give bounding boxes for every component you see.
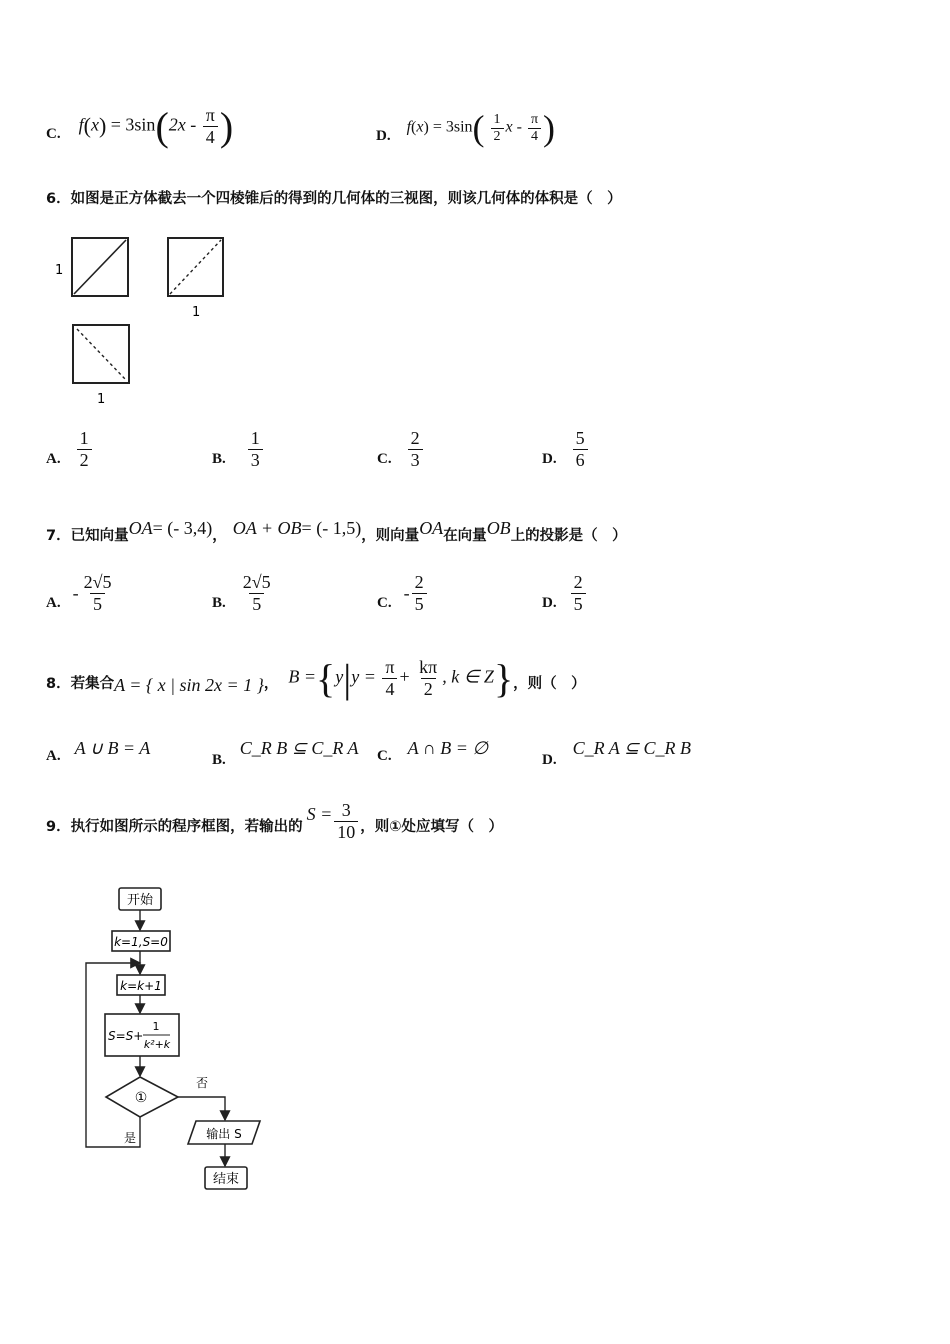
option-label: A. <box>46 595 61 611</box>
top-view <box>73 325 129 383</box>
dim-label: 1 <box>192 305 201 320</box>
option-label: B. <box>212 595 226 611</box>
option-label: A. <box>46 748 61 764</box>
q7-text: 7．已知向量 OA = (- 3,4) ， OA + OB = (- 1,5) ，则向量 OA 在向量 OB 上的投影是（ ） <box>46 518 627 544</box>
q8-option-c: C. A ∩ B = ∅ <box>377 738 489 764</box>
q5-option-c <box>46 103 233 149</box>
flow-end-label: 结束 <box>212 1172 240 1187</box>
flow-no-label: 否 <box>196 1076 209 1090</box>
set-b: B ={y|y = $\frac{\pi}{4}$ + $\frac{k\pi}{2}$ , k ∈ Z} <box>288 656 514 701</box>
option-label: A. <box>46 451 61 467</box>
three-view-figure <box>50 230 250 410</box>
q5-c-formula: f(x) = 3sin(2x - $\frac{\pi}{4}$ ) <box>78 103 234 149</box>
q8-option-d: D. C_R A ⊆ C_R B <box>542 738 692 768</box>
q8-option-b: B. C_R B ⊆ C_R A <box>212 738 359 768</box>
option-label: B. <box>212 752 226 768</box>
flow-yes-label: 是 <box>124 1131 137 1145</box>
flow-start-label: 开始 <box>126 893 154 908</box>
q6-text: 6．如图是正方体截去一个四棱锥后的得到的几何体的三视图，则该几何体的体积是（ ） <box>46 191 622 207</box>
q6-options <box>46 428 746 478</box>
option-label: D. <box>376 127 391 144</box>
option-label: D. <box>542 752 557 768</box>
option-label: D. <box>542 595 557 611</box>
flow-sum-num: 1 <box>152 1020 160 1033</box>
flow-sum-lhs: S=S+ <box>108 1029 144 1043</box>
flow-condition-label: ① <box>134 1090 148 1106</box>
q5-d-formula: f(x) = 3sin( $\frac{1}{2}$ x - $\frac{\pi}{4}$ ) <box>406 108 556 148</box>
option-label: C. <box>46 125 61 142</box>
q8-options <box>46 738 766 774</box>
option-label: B. <box>212 451 226 467</box>
flowchart <box>80 880 280 1200</box>
q7-option-b: B. $\frac{2√5}{5}$ <box>212 572 271 614</box>
q6-option-d: D. $\frac{5}{6}$ <box>542 428 590 471</box>
q8-text: 8．若集合 A = { x | sin 2x = 1 } ， B ={y|y = $\frac{\pi}{4}$ + $\frac{k\pi}{2}$ , k ∈ Z} ，则（ ） <box>46 656 586 701</box>
flow-sum-den: k²+k <box>143 1038 171 1051</box>
q6-option-b: B. $\frac{1}{3}$ <box>212 428 265 471</box>
flow-init-label: k=1,S=0 <box>114 935 168 949</box>
option-label: C. <box>377 748 392 764</box>
flow-step-label: k=k+1 <box>120 979 162 993</box>
side-view <box>168 238 223 296</box>
front-view <box>72 238 128 296</box>
q5-option-d <box>376 106 555 150</box>
dim-label: 1 <box>97 392 106 407</box>
dim-label: 1 <box>55 263 64 278</box>
option-label: C. <box>377 451 392 467</box>
q7-option-a: A. - $\frac{2√5}{5}$ <box>46 572 112 614</box>
q7-options <box>46 572 746 622</box>
q6-option-a: A. $\frac{1}{2}$ <box>46 428 94 471</box>
q7-option-d: D. $\frac{2}{5}$ <box>542 572 588 615</box>
q8-option-a: A. A ∪ B = A <box>46 738 151 764</box>
option-label: D. <box>542 451 557 467</box>
q6-option-c: C. $\frac{2}{3}$ <box>377 428 425 471</box>
flow-output-label: 输出 S <box>206 1127 242 1141</box>
q9-text: 9．执行如图所示的程序框图，若输出的 S = $\frac{3}{10}$ ，则①处应填写（ ） <box>46 800 504 842</box>
q7-option-c: C. - $\frac{2}{5}$ <box>377 572 429 615</box>
option-label: C. <box>377 595 392 611</box>
